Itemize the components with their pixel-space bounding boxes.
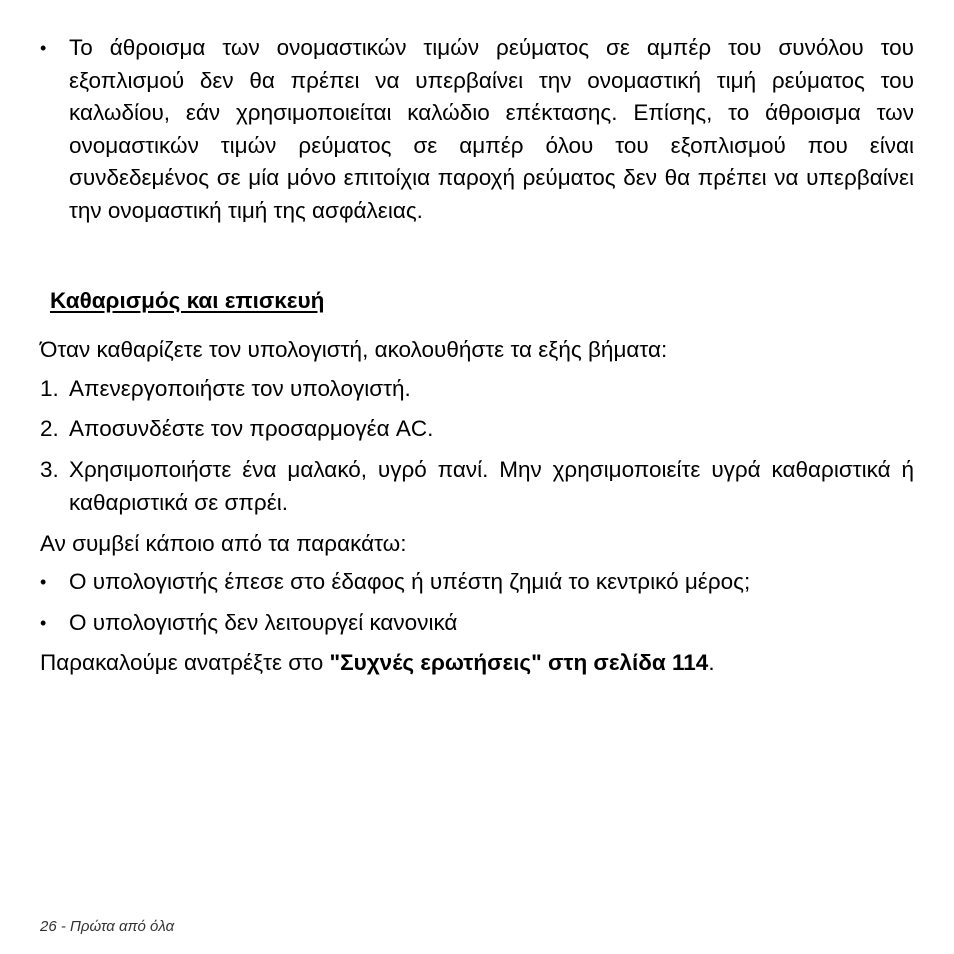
cleaning-intro: Όταν καθαρίζετε τον υπολογιστή, ακολουθήστε τα εξής βήματα: bbox=[40, 337, 668, 362]
bullet-marker: • bbox=[40, 613, 47, 633]
condition-bullet-item bbox=[40, 607, 914, 640]
intro-bullet-text: Το άθροισμα των ονομαστικών τιμών ρεύματος σε αμπέρ του συνόλου του εξοπλισμού δεν θα πρέπει να υπερβαίνει την ονομαστική τιμή ρεύματος του καλωδίου, εάν χρησιμοποιείται καλώδιο επέκτασης. Επίσης, το άθροισμα των ονομαστικών τιμών ρεύματος σε αμπέρ όλου του εξοπλισμού που είναι συνδεδεμένος σε μία μόνο επιτοίχια παροχή ρεύματος δεν θα πρέπει να υπερβαίνει την ονομαστική τιμή της ασφάλειας. bbox=[69, 35, 914, 223]
condition-text: Ο υπολογιστής έπεσε στο έδαφος ή υπέστη ζημιά το κεντρικό μέρος; bbox=[69, 569, 751, 594]
reference-suffix: . bbox=[708, 650, 715, 675]
bullet-marker: • bbox=[40, 572, 47, 592]
step-text: Αποσυνδέστε τον προσαρμογέα AC. bbox=[69, 416, 434, 441]
bullet-marker: • bbox=[40, 38, 47, 58]
condition-text: Ο υπολογιστής δεν λειτουργεί κανονικά bbox=[69, 610, 458, 635]
step-number: 3. bbox=[40, 457, 59, 482]
step-item bbox=[40, 373, 914, 406]
reference-prefix: Παρακαλούμε ανατρέξτε στο bbox=[40, 650, 330, 675]
page-footer: 26 - Πρώτα από όλα bbox=[40, 918, 175, 935]
step-text: Απενεργοποιήστε τον υπολογιστή. bbox=[69, 376, 411, 401]
step-number: 1. bbox=[40, 376, 59, 401]
step-item bbox=[40, 454, 914, 519]
reference-paragraph bbox=[40, 647, 914, 680]
condition-bullet-item bbox=[40, 566, 914, 599]
step-text: Χρησιμοποιήστε ένα μαλακό, υγρό πανί. Μην χρησιμοποιείτε υγρά καθαριστικά ή καθαριστικά σε σπρέι. bbox=[69, 457, 914, 515]
faq-page-reference-link[interactable]: "Συχνές ερωτήσεις" στη σελίδα 114 bbox=[329, 650, 709, 675]
section-heading: Καθαρισμός και επισκευή bbox=[50, 288, 325, 313]
conditions-intro: Αν συμβεί κάποιο από τα παρακάτω: bbox=[40, 531, 407, 556]
step-number: 2. bbox=[40, 416, 59, 441]
intro-bullet-item bbox=[40, 32, 914, 228]
step-item bbox=[40, 413, 914, 446]
